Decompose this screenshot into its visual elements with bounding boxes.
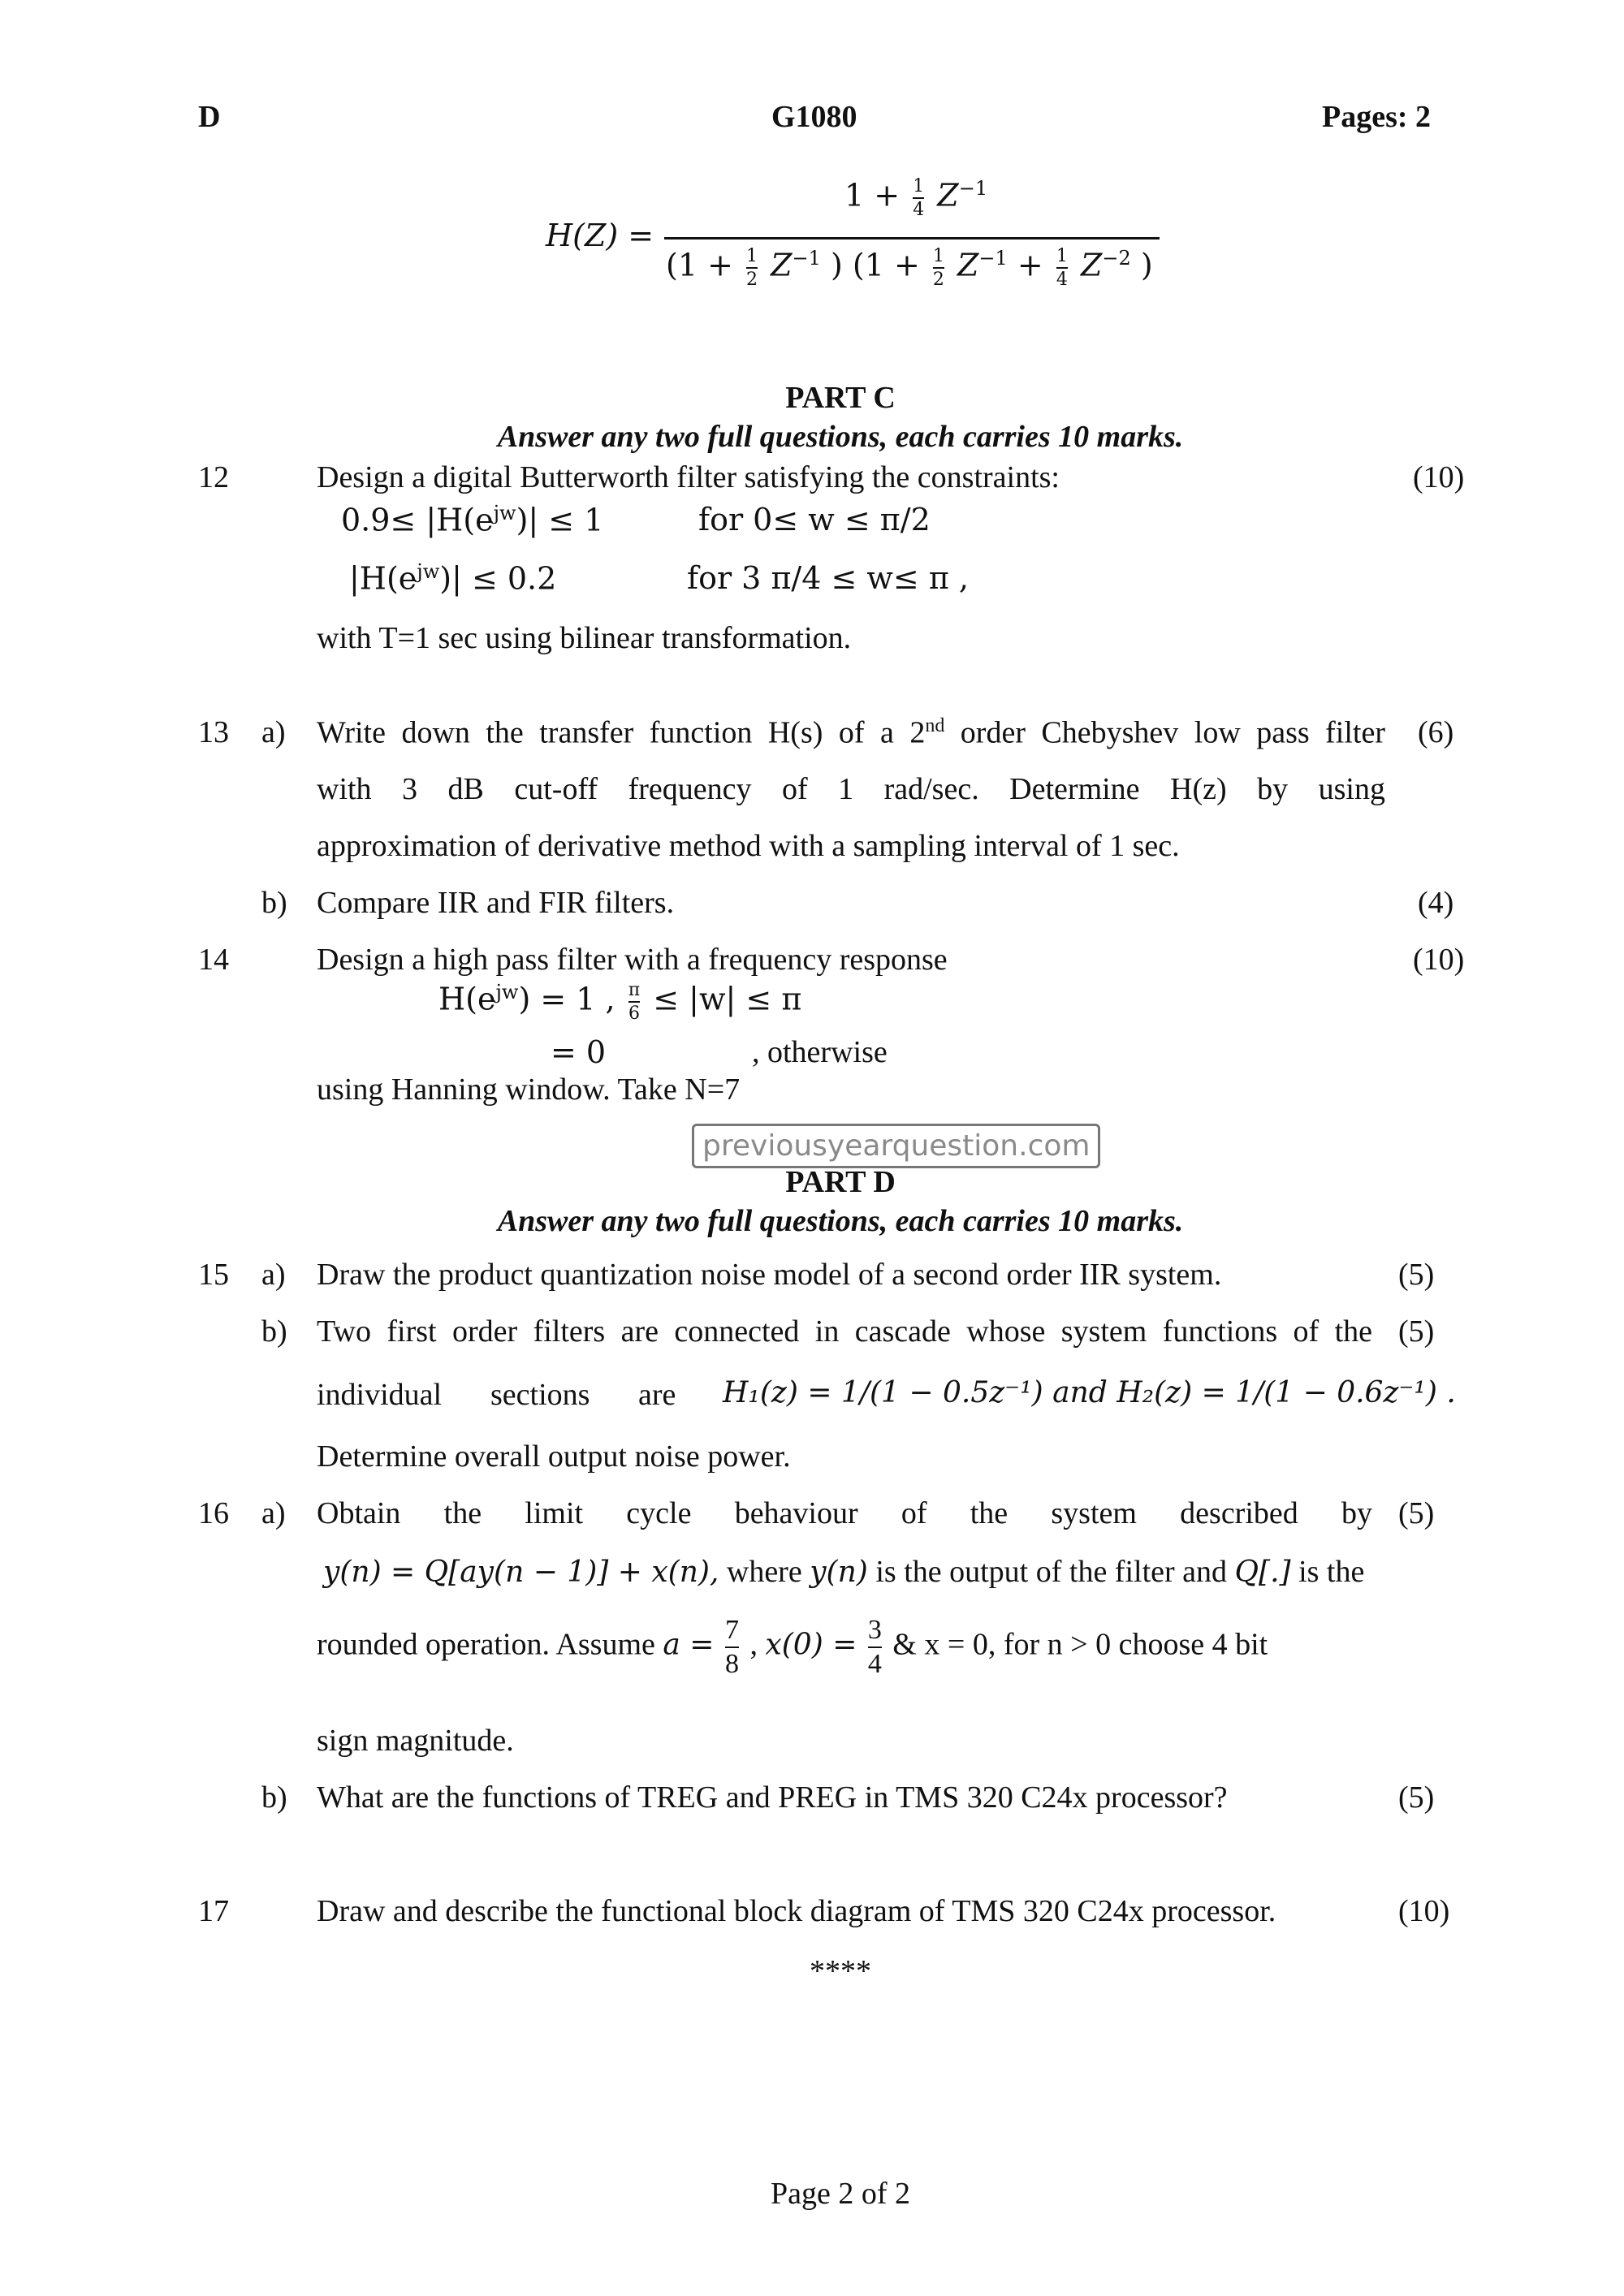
header-code: G1080 <box>771 100 857 134</box>
hz-fraction-bar <box>664 237 1160 240</box>
q16-b-label: b) <box>261 1780 287 1815</box>
q16-a-line-1: Obtain the limit cycle behaviour of the system described by <box>317 1496 1372 1530</box>
q13-b-text: Compare IIR and FIR filters. <box>317 886 675 920</box>
q13-a-label: a) <box>261 715 286 749</box>
part-c-instruction: Answer any two full questions, each carries 10 marks. <box>497 420 1184 454</box>
q17-text: Draw and describe the functional block diagram of TMS 320 C24x processor. <box>317 1894 1276 1928</box>
q16-a-line-4: sign magnitude. <box>317 1724 514 1758</box>
header-left: D <box>198 100 221 134</box>
q12-constraint-1: $0.9\le |H(e^{jw})| \le 1$ <box>341 502 604 538</box>
q14-marks: (10) <box>1413 943 1465 977</box>
hz-numerator: 1 + $\frac{1}{4}$ $Z^{-1}$ <box>844 176 988 221</box>
q15-b-word-individual: individual <box>317 1378 443 1412</box>
q13-a-line-3: approximation of derivative method with a sampling interval of 1 sec. <box>317 829 1180 863</box>
q14-equation-1: $H(e^{jw}) = 1$ , $\frac{\pi}{6}$ ≤ |w| ≤ π <box>438 980 802 1025</box>
q12-number: 12 <box>198 460 229 494</box>
q15-b-marks: (5) <box>1398 1314 1435 1349</box>
q13-b-marks: (4) <box>1418 886 1454 920</box>
q15-b-word-are: are <box>638 1378 676 1412</box>
q16-number: 16 <box>198 1496 229 1530</box>
q15-a-marks: (5) <box>1398 1258 1435 1292</box>
q13-number: 13 <box>198 715 229 749</box>
q15-number: 15 <box>198 1258 229 1292</box>
q12-text: Design a digital Butterworth filter satisfying the constraints: <box>317 460 1060 494</box>
q17-marks: (10) <box>1398 1894 1450 1928</box>
q15-a-label: a) <box>261 1258 286 1292</box>
part-c-title: PART C <box>785 381 896 415</box>
hz-lhs: H(Z) = <box>546 218 654 253</box>
q15-b-label: b) <box>261 1314 287 1349</box>
header-pages: Pages: 2 <box>1322 100 1432 134</box>
q13-a-line-2: with 3 dB cut-off frequency of 1 rad/sec. Determine H(z) by using <box>317 772 1385 806</box>
q13-a-marks: (6) <box>1418 715 1454 749</box>
q16-a-marks: (5) <box>1398 1496 1435 1530</box>
part-d-title: PART D <box>785 1165 896 1199</box>
q14-equation-2-condition: , otherwise <box>752 1035 888 1069</box>
q14-number: 14 <box>198 943 229 977</box>
q16-b-marks: (5) <box>1398 1780 1435 1815</box>
part-d-instruction: Answer any two full questions, each carries 10 marks. <box>497 1204 1184 1238</box>
q16-a-line-2: y(n) = Q[ay(n − 1)] + x(n), where y(n) is the output of the filter and Q[.] is the <box>323 1555 1365 1589</box>
q12-tail: with T=1 sec using bilinear transformation. <box>317 621 852 655</box>
q16-b-text: What are the functions of TREG and PREG in TMS 320 C24x processor? <box>317 1780 1228 1815</box>
end-marker: **** <box>810 1954 871 1988</box>
q12-constraint-2: $|H(e^{jw})| \le 0.2$ <box>349 560 557 597</box>
q14-text: Design a high pass filter with a frequency response <box>317 943 948 977</box>
q16-a-line-3: rounded operation. Assume a = $\frac{7}{8}$ , x(0) = $\frac{3}{4}$ & x = 0, for n > 0 choose 4 bit <box>317 1615 1268 1679</box>
q16-a-label: a) <box>261 1496 286 1530</box>
q13-a-line-1: Write down the transfer function H(s) of a 2nd order Chebyshev low pass filter <box>317 715 1385 750</box>
q15-a-text: Draw the product quantization noise model of a second order IIR system. <box>317 1258 1222 1292</box>
q17-number: 17 <box>198 1894 229 1928</box>
q12-constraint-1-condition: for 0≤ w ≤ π/2 <box>698 502 931 537</box>
q15-b-word-sections: sections <box>490 1378 590 1412</box>
q15-b-system-functions: H₁(z) = 1/(1 − 0.5z⁻¹) and H₂(z) = 1/(1 − 0.6z⁻¹) . <box>723 1376 1456 1409</box>
q12-constraint-2-condition: for 3 π/4 ≤ w≤ π , <box>687 560 969 596</box>
q13-b-label: b) <box>261 886 287 920</box>
page-footer: Page 2 of 2 <box>770 2177 911 2211</box>
q14-equation-2: = 0 <box>551 1034 607 1070</box>
q15-b-line-1: Two first order filters are connected in cascade whose system functions of the <box>317 1314 1372 1349</box>
q12-marks: (10) <box>1413 460 1465 494</box>
q14-tail: using Hanning window. Take N=7 <box>317 1072 741 1107</box>
q15-b-line-3: Determine overall output noise power. <box>317 1439 791 1474</box>
hz-denominator: (1 + $\frac{1}{2}$ $Z^{-1}$ ) (1 + $\frac{1}{2}$ $Z^{-1}$ + $\frac{1}{4}$ $Z^{-2}$ ) <box>666 246 1153 291</box>
watermark-logo: previousyearquestion.com <box>692 1124 1100 1168</box>
